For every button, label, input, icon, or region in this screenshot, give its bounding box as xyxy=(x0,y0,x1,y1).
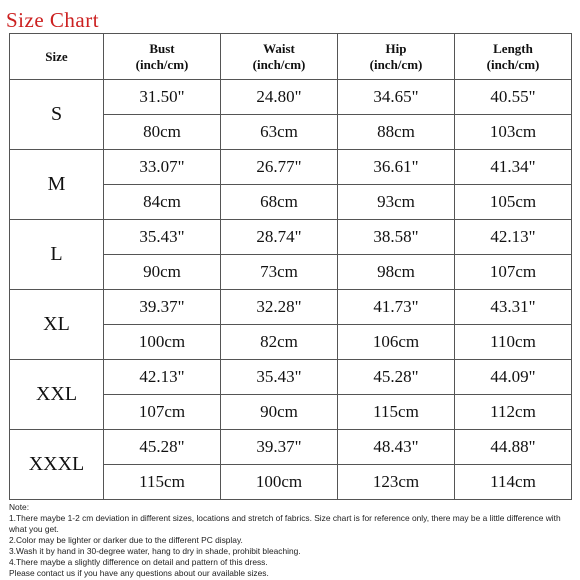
hip-inch-cell: 41.73" xyxy=(338,290,455,325)
size-label: S xyxy=(10,80,104,150)
bust-inch-cell: 33.07" xyxy=(104,150,221,185)
notes-heading: Note: xyxy=(9,502,30,512)
size-rows xyxy=(10,80,572,500)
bust-inch-cell: 45.28" xyxy=(104,430,221,465)
hip-cm-cell: 106cm xyxy=(338,325,455,360)
length-inch-cell: 40.55" xyxy=(455,80,572,115)
waist-inch-cell: 39.37" xyxy=(221,430,338,465)
bust-cm-cell: 107cm xyxy=(104,395,221,430)
header-hip: Hip (inch/cm) xyxy=(338,34,455,80)
size-label: L xyxy=(10,220,104,290)
table-row xyxy=(10,220,572,255)
length-cm-cell: 105cm xyxy=(455,185,572,220)
note-line: 3.Wash it by hand in 30-degree water, hang to dry in shade, prohibit bleaching. xyxy=(9,546,301,556)
length-cm-cell: 103cm xyxy=(455,115,572,150)
bust-cm-cell: 90cm xyxy=(104,255,221,290)
table-row xyxy=(10,150,572,185)
waist-inch-cell: 32.28" xyxy=(221,290,338,325)
size-label: XXXL xyxy=(10,430,104,500)
hip-cm-cell: 98cm xyxy=(338,255,455,290)
length-inch-cell: 42.13" xyxy=(455,220,572,255)
hip-inch-cell: 38.58" xyxy=(338,220,455,255)
note-line: 2.Color may be lighter or darker due to the different PC display. xyxy=(9,535,243,545)
size-chart-table xyxy=(9,33,572,500)
bust-cm-cell: 84cm xyxy=(104,185,221,220)
length-cm-cell: 110cm xyxy=(455,325,572,360)
note-line: 1.There maybe 1-2 cm deviation in different sizes, locations and stretch of fabrics. Size chart is for reference only, there may be a little difference with what you get. xyxy=(9,513,561,534)
hip-inch-cell: 48.43" xyxy=(338,430,455,465)
notes-section xyxy=(9,502,575,579)
hip-inch-cell: 34.65" xyxy=(338,80,455,115)
waist-cm-cell: 82cm xyxy=(221,325,338,360)
waist-inch-cell: 28.74" xyxy=(221,220,338,255)
table-row xyxy=(10,80,572,115)
waist-inch-cell: 26.77" xyxy=(221,150,338,185)
size-label: M xyxy=(10,150,104,220)
waist-inch-cell: 35.43" xyxy=(221,360,338,395)
size-label: XXL xyxy=(10,360,104,430)
length-cm-cell: 112cm xyxy=(455,395,572,430)
bust-inch-cell: 35.43" xyxy=(104,220,221,255)
length-cm-cell: 107cm xyxy=(455,255,572,290)
bust-cm-cell: 100cm xyxy=(104,325,221,360)
hip-cm-cell: 115cm xyxy=(338,395,455,430)
length-inch-cell: 44.88" xyxy=(455,430,572,465)
waist-cm-cell: 90cm xyxy=(221,395,338,430)
header-row xyxy=(10,34,572,80)
page-title: Size Chart xyxy=(6,8,100,32)
length-inch-cell: 43.31" xyxy=(455,290,572,325)
bust-cm-cell: 80cm xyxy=(104,115,221,150)
hip-inch-cell: 36.61" xyxy=(338,150,455,185)
length-inch-cell: 41.34" xyxy=(455,150,572,185)
header-size: Size xyxy=(10,34,104,80)
header-waist: Waist (inch/cm) xyxy=(221,34,338,80)
hip-cm-cell: 88cm xyxy=(338,115,455,150)
size-label: XL xyxy=(10,290,104,360)
note-line: 4.There maybe a slightly difference on detail and pattern of this dress. xyxy=(9,557,268,567)
bust-inch-cell: 42.13" xyxy=(104,360,221,395)
table-row xyxy=(10,360,572,395)
table-row xyxy=(10,290,572,325)
waist-cm-cell: 73cm xyxy=(221,255,338,290)
hip-cm-cell: 93cm xyxy=(338,185,455,220)
bust-inch-cell: 31.50" xyxy=(104,80,221,115)
length-inch-cell: 44.09" xyxy=(455,360,572,395)
note-line: Please contact us if you have any questions about our available sizes. xyxy=(9,568,269,578)
hip-cm-cell: 123cm xyxy=(338,465,455,500)
waist-cm-cell: 100cm xyxy=(221,465,338,500)
header-length: Length (inch/cm) xyxy=(455,34,572,80)
hip-inch-cell: 45.28" xyxy=(338,360,455,395)
header-bust: Bust (inch/cm) xyxy=(104,34,221,80)
bust-inch-cell: 39.37" xyxy=(104,290,221,325)
length-cm-cell: 114cm xyxy=(455,465,572,500)
waist-cm-cell: 68cm xyxy=(221,185,338,220)
table-row xyxy=(10,430,572,465)
waist-cm-cell: 63cm xyxy=(221,115,338,150)
bust-cm-cell: 115cm xyxy=(104,465,221,500)
waist-inch-cell: 24.80" xyxy=(221,80,338,115)
